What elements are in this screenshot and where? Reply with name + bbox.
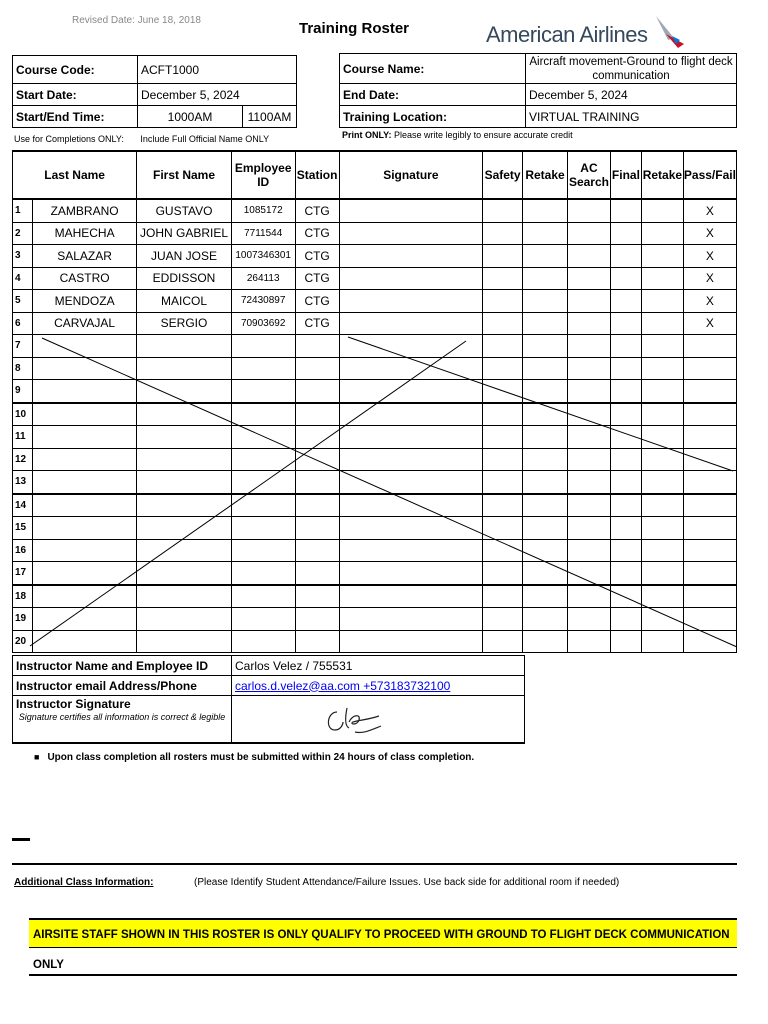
col-retake-2: Retake [641,151,683,199]
last-name-cell: CASTRO [32,267,136,290]
revised-date: Revised Date: June 18, 2018 [72,15,201,26]
col-employee-id: Employee ID [231,151,295,199]
note-completions-label: Use for Completions ONLY: [14,134,124,144]
row-number: 18 [13,585,33,608]
first-name-cell: GUSTAVO [137,199,231,222]
station-cell: CTG [295,199,339,222]
row-number: 1 [13,199,33,222]
employee-id-cell: 7711544 [231,222,295,245]
note-completions-text: Include Full Official Name ONLY [140,134,270,144]
col-station: Station [295,151,339,199]
instructor-signature-note: Signature certifies all information is correct & legible [18,712,226,722]
col-safety: Safety [483,151,523,199]
course-code-value: ACFT1000 [138,56,297,84]
employee-id-cell: 264113 [231,267,295,290]
additional-info-text: (Please Identify Student Attendance/Failure Issues. Use back side for additional room if needed) [194,877,620,888]
instructor-email-label: Instructor email Address/Phone [13,676,232,696]
start-date-label: Start Date: [13,84,138,106]
row-number: 20 [13,630,33,653]
bullet-icon: ■ [34,752,40,762]
col-retake: Retake [523,151,568,199]
course-name-label: Course Name: [340,54,526,84]
row-number: 16 [13,539,33,562]
station-cell: CTG [295,312,339,335]
first-name-cell: EDDISSON [137,267,231,290]
row-number: 13 [13,471,33,494]
first-name-cell: JOHN GABRIEL [137,222,231,245]
end-time-value: 1100AM [243,106,297,128]
note-print-text: Please write legibly to ensure accurate credit [394,130,573,140]
pass-fail-cell: X [683,290,736,313]
instructor-name-value: Carlos Velez / 755531 [232,656,525,676]
start-time-value: 1000AM [138,106,243,128]
station-cell: CTG [295,290,339,313]
row-number: 15 [13,517,33,540]
divider-line-1 [12,863,737,865]
employee-id-cell: 72430897 [231,290,295,313]
start-end-time-label: Start/End Time: [13,106,138,128]
pass-fail-cell: X [683,267,736,290]
training-location-value: VIRTUAL TRAINING [526,106,737,128]
col-ac-search: AC Search [567,151,610,199]
note-print-label: Print ONLY: [342,130,392,140]
row-number: 14 [13,494,33,517]
row-number: 4 [13,267,33,290]
col-first-name: First Name [137,151,231,199]
row-number: 3 [13,245,33,268]
training-location-label: Training Location: [340,106,526,128]
employee-id-cell: 70903692 [231,312,295,335]
last-name-cell: CARVAJAL [32,312,136,335]
additional-info-label: Additional Class Information: [14,877,154,888]
station-cell: CTG [295,222,339,245]
pass-fail-cell: X [683,245,736,268]
station-cell: CTG [295,267,339,290]
instructor-email-link[interactable]: carlos.d.velez@aa.com +573183732100 [235,678,451,693]
pass-fail-cell: X [683,312,736,335]
instructor-name-label: Instructor Name and Employee ID [13,656,232,676]
page-title: Training Roster [299,20,410,37]
pass-fail-cell: X [683,222,736,245]
row-number: 10 [13,403,33,426]
col-last-name: Last Name [13,151,137,199]
logo-text: American Airlines [486,22,648,47]
col-pass-fail: Pass/Fail [683,151,736,199]
course-name-value: Aircraft movement-Ground to flight deck communication [526,54,737,84]
first-name-cell: MAICOL [137,290,231,313]
row-number: 6 [13,312,33,335]
course-code-label: Course Code: [13,56,138,84]
row-number: 8 [13,357,33,380]
instructor-signature-drawing [319,698,399,738]
instructor-signature-cell [232,696,525,744]
last-name-cell: ZAMBRANO [32,199,136,222]
row-number: 17 [13,562,33,585]
airsite-staff-banner: AIRSITE STAFF SHOWN IN THIS ROSTER IS ONLY QUALIFY TO PROCEED WITH GROUND TO FLIGHT DECK COMMUNICATION ONLY [29,918,737,948]
employee-id-cell: 1007346301 [231,245,295,268]
last-name-cell: MAHECHA [32,222,136,245]
station-cell: CTG [295,245,339,268]
end-date-label: End Date: [340,84,526,106]
submission-note-text: Upon class completion all rosters must be submitted within 24 hours of class completion. [47,752,475,763]
row-number: 5 [13,290,33,313]
divider-line-2 [29,974,737,976]
last-name-cell: SALAZAR [32,245,136,268]
first-name-cell: SERGIO [137,312,231,335]
instructor-signature-label: Instructor Signature [16,697,131,711]
row-number: 19 [13,608,33,631]
end-date-value: December 5, 2024 [526,84,737,106]
first-name-cell: JUAN JOSE [137,245,231,268]
submission-note [34,752,474,763]
last-name-cell: MENDOZA [32,290,136,313]
row-number: 12 [13,448,33,471]
start-date-value: December 5, 2024 [138,84,297,106]
employee-id-cell: 1085172 [231,199,295,222]
row-number: 9 [13,380,33,403]
row-number: 2 [13,222,33,245]
pass-fail-cell: X [683,199,736,222]
row-number: 11 [13,426,33,449]
row-number: 7 [13,335,33,358]
dash-mark [12,838,30,841]
col-final: Final [610,151,641,199]
col-signature: Signature [339,151,483,199]
instructor-table [12,655,525,744]
